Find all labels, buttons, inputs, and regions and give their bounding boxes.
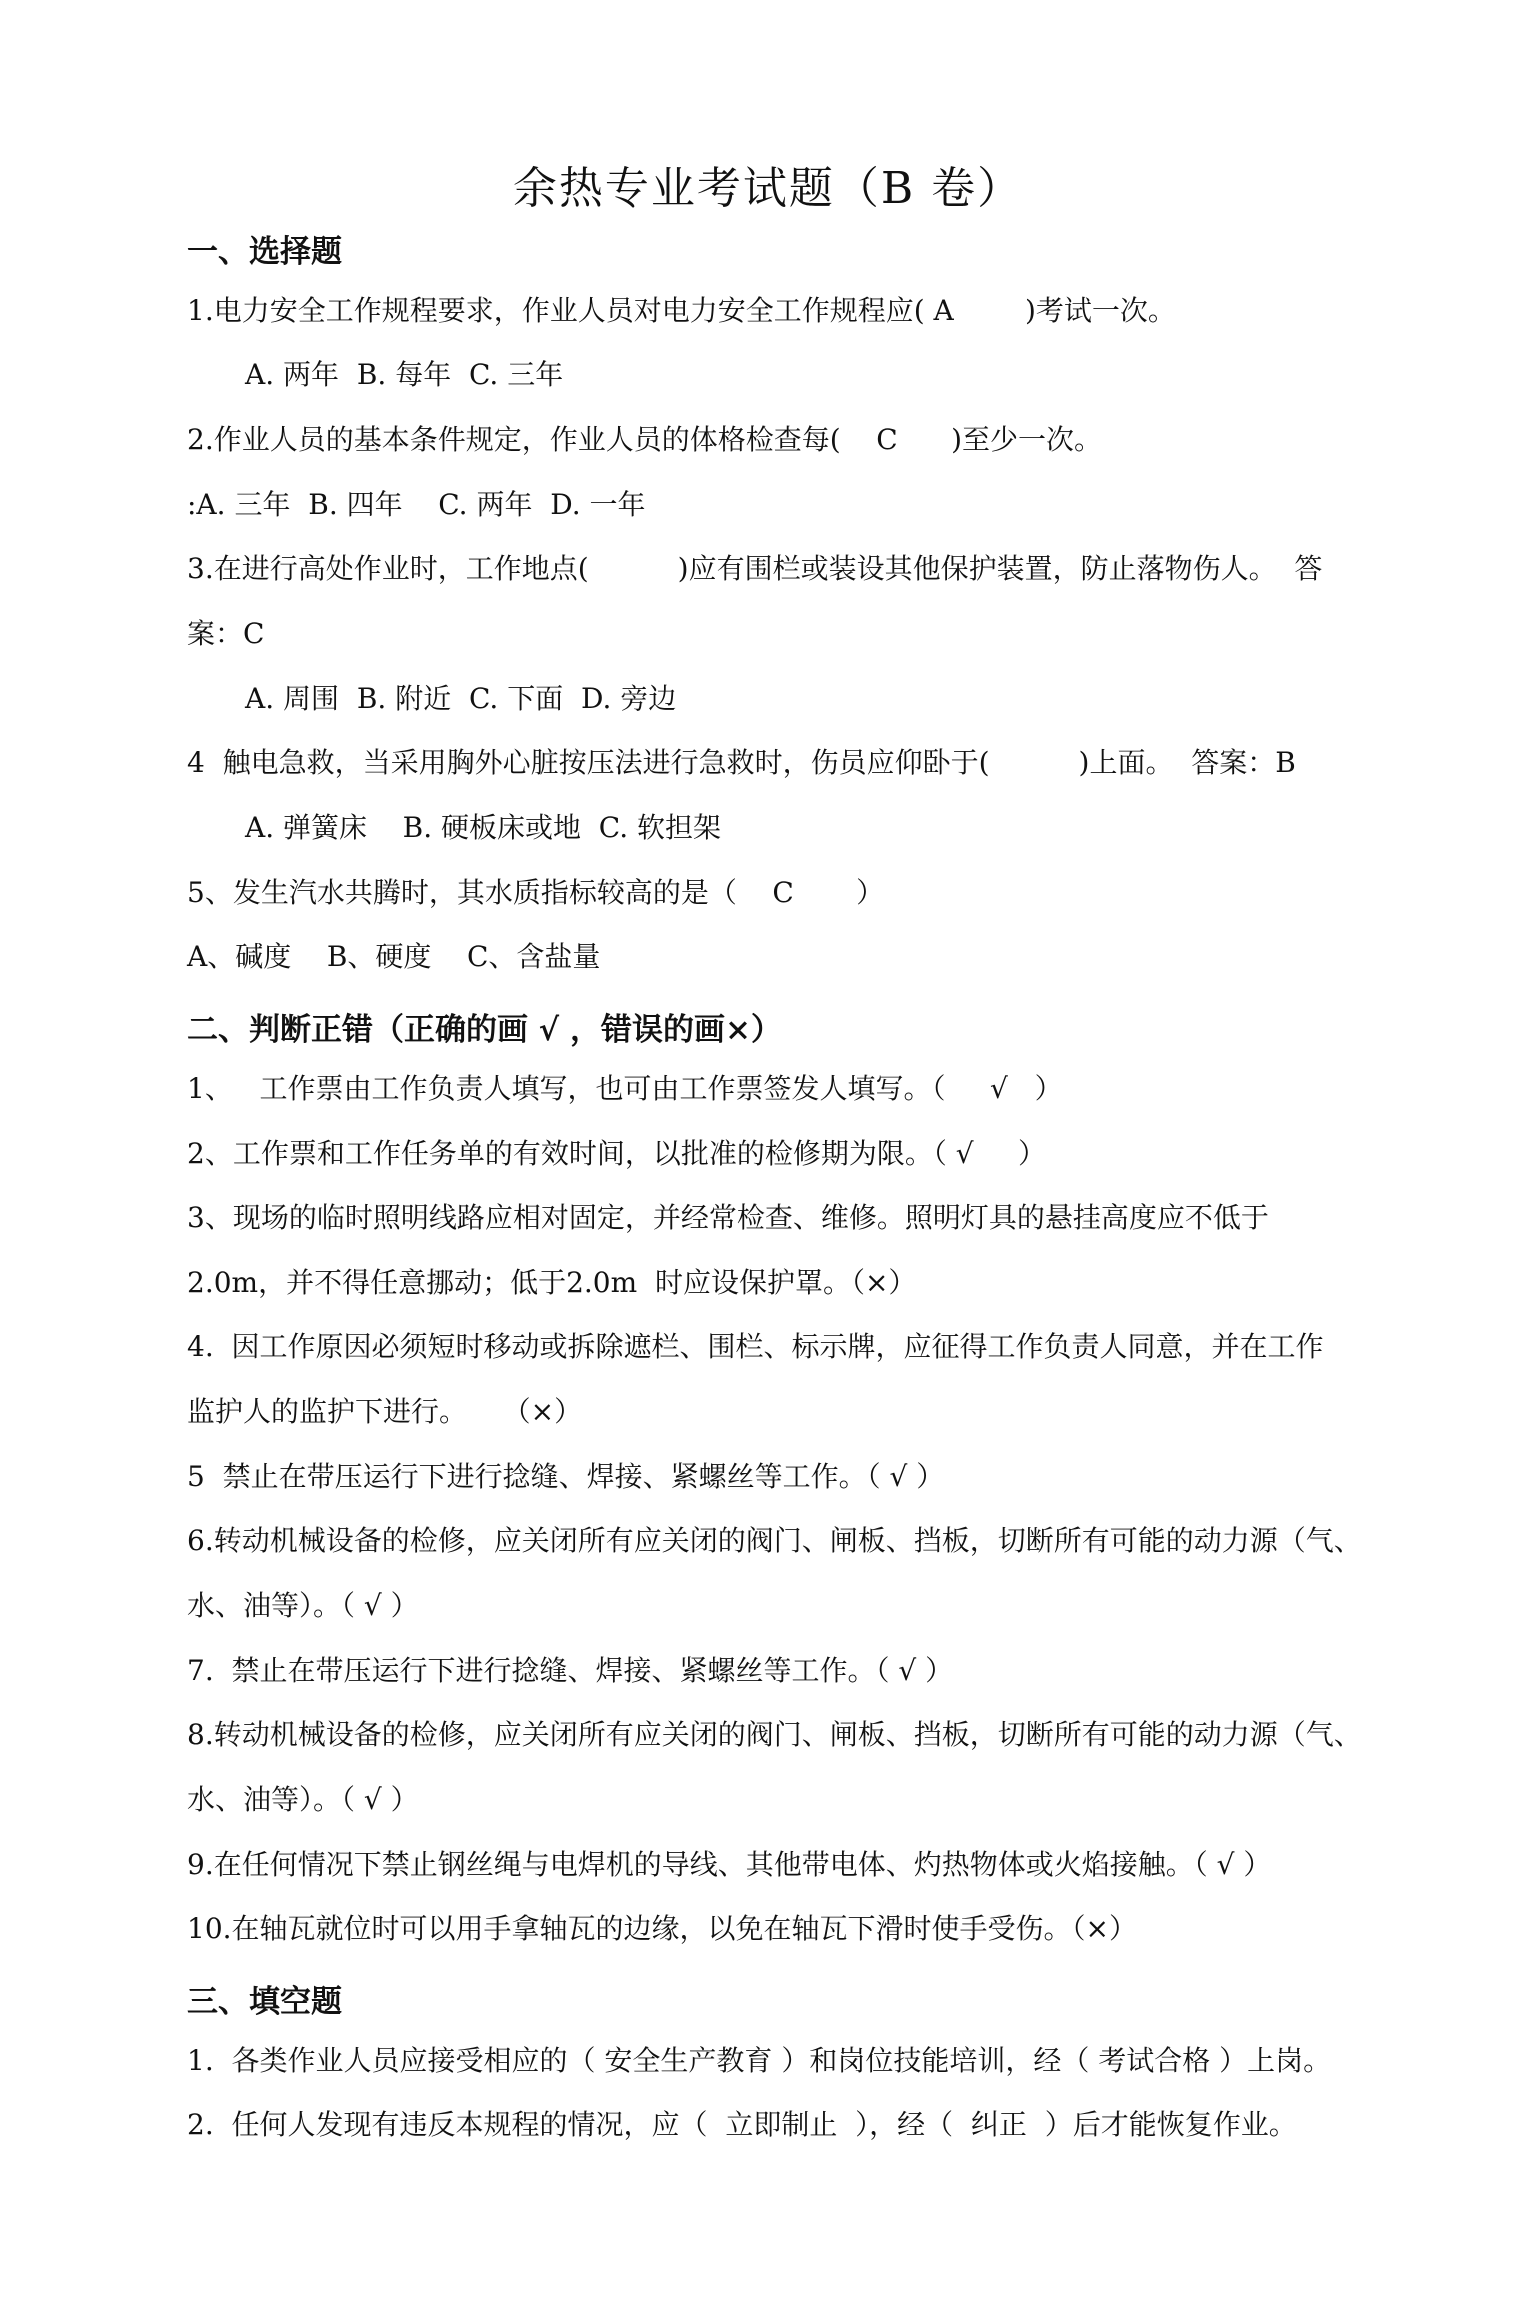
statement-line: 9.在任何情况下禁止钢丝绳与电焊机的导线、其他带电体、灼热物体或火焰接触。（ √ ） [187, 1848, 1272, 1881]
statement-line: 7. 禁止在带压运行下进行捻缝、焊接、紧螺丝等工作。（ √ ） [187, 1654, 954, 1687]
options-line: :A. 三年 B. 四年 C. 两年 D. 一年 [187, 488, 646, 521]
question-line: 5、发生汽水共腾时，其水质指标较高的是（ C ） [187, 876, 885, 909]
statement-line: 5 禁止在带压运行下进行捻缝、焊接、紧螺丝等工作。（ √ ） [187, 1460, 945, 1493]
statement-line: 10.在轴瓦就位时可以用手拿轴瓦的边缘，以免在轴瓦下滑时使手受伤。（×） [187, 1912, 1137, 1945]
statement-line: 水、油等）。（ √ ） [187, 1589, 419, 1622]
statement-line: 8.转动机械设备的检修，应关闭所有应关闭的阀门、闸板、挡板，切断所有可能的动力源（气、 [187, 1718, 1362, 1751]
options-line: A. 两年 B. 每年 C. 三年 [245, 358, 564, 391]
question-line: 案：C [187, 617, 265, 650]
statement-line: 3、现场的临时照明线路应相对固定，并经常检查、维修。照明灯具的悬挂高度应不低于 [187, 1201, 1269, 1234]
statement-line: 6.转动机械设备的检修，应关闭所有应关闭的阀门、闸板、挡板，切断所有可能的动力源（气、 [187, 1524, 1362, 1557]
question-line: 2.作业人员的基本条件规定，作业人员的体格检查每( C )至少一次。 [187, 423, 1102, 456]
statement-line: 2、工作票和工作任务单的有效时间，以批准的检修期为限。（ √ ） [187, 1137, 1047, 1170]
options-line: A、碱度 B、硬度 C、含盐量 [187, 940, 601, 973]
statement-line: 2.0m，并不得任意挪动；低于2.0m 时应设保护罩。（×） [187, 1266, 917, 1299]
options-line: A. 弹簧床 B. 硬板床或地 C. 软担架 [245, 811, 722, 844]
section-heading-choice: 一、选择题 [187, 234, 342, 270]
statement-line: 4. 因工作原因必须短时移动或拆除遮栏、围栏、标示牌，应征得工作负责人同意，并在工作 [187, 1330, 1324, 1363]
question-line: 1.电力安全工作规程要求，作业人员对电力安全工作规程应( A )考试一次。 [187, 294, 1176, 327]
question-line: 3.在进行高处作业时，工作地点( )应有围栏或装设其他保护装置，防止落物伤人。 答 [187, 552, 1323, 585]
statement-line: 水、油等）。（ √ ） [187, 1783, 419, 1816]
exam-title: 余热专业考试题（B 卷） [512, 163, 1024, 214]
section-heading-fill-blank: 三、填空题 [187, 1984, 342, 2020]
section-heading-true-false: 二、判断正错（正确的画 √ ，错误的画×） [187, 1012, 782, 1048]
options-line: A. 周围 B. 附近 C. 下面 D. 旁边 [245, 682, 677, 715]
question-line: 4 触电急救，当采用胸外心脏按压法进行急救时，伤员应仰卧于( )上面。 答案：B [187, 746, 1296, 779]
statement-line: 1、 工作票由工作负责人填写，也可由工作票签发人填写。（ √ ） [187, 1072, 1063, 1105]
fill-blank-line: 1. 各类作业人员应接受相应的（ 安全生产教育 ）和岗位技能培训，经（ 考试合格 ）上岗。 [187, 2044, 1332, 2077]
fill-blank-line: 2. 任何人发现有违反本规程的情况，应（ 立即制止 ），经（ 纠正 ）后才能恢复作业。 [187, 2108, 1297, 2141]
statement-line: 监护人的监护下进行。 （×） [187, 1395, 583, 1428]
